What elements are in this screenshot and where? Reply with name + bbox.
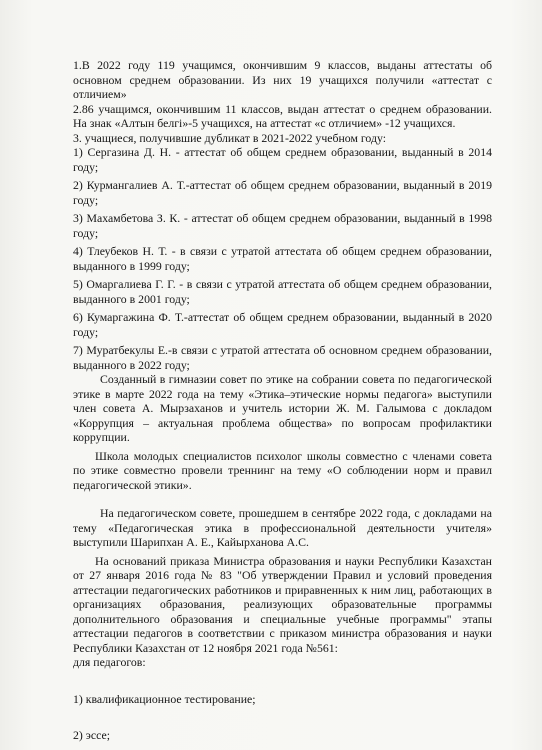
list-item-5: 5) Омаргалиева Г. Г. - в связи с утратой аттестата об общем среднем образовании, выданного в 2001 году; (73, 277, 492, 306)
list-item-4: 4) Тлеубеков Н. Т. - в связи с утратой аттестата об общем среднем образовании, выданного в 1999 году; (73, 244, 492, 273)
document-body (73, 58, 492, 743)
paragraph-attestation: На оснований приказа Министра образования и науки Республики Казахстан от 27 января 2016 года № 83 "Об утверждении Правил и условий проведения аттестации педагогических работников и приравненных к ним лиц, работающих в организациях образования, реализующих образовательные программы дополнительного образования и специальные учебные программы" этапы аттестации педагогов в соответствии с приказом министра образования и науки Республики Казахстан от 12 ноября 2021 года №561: (73, 553, 492, 655)
paragraph-3: 3. учащиеся, получившие дубликат в 2021-2022 учебном году: (73, 130, 387, 145)
paragraph-young-specialists: Школа молодых специалистов психолог школы совместно с членами совета по этике совместно провели треннинг на тему «О соблюдении норм и правил педагогической этики». (73, 448, 492, 492)
stage-item-2: 2) эссе; (73, 728, 110, 742)
paragraph-pedagogical-council: На педагогическом совете, прошедшем в сентябре 2022 года, с докладами на тему «Педагогическая этика в профессиональной деятельности учителя» выступили Шарипхан А. Е., Кайырханова А.С. (73, 506, 492, 549)
list-item-7: 7) Муратбекулы Е.-в связи с утратой аттестата об основном среднем образовании, выданного в 2022 году; (73, 343, 492, 372)
list-item-1: 1) Сергазина Д. Н. - аттестат об общем среднем образовании, выданный в 2014 году; (73, 145, 492, 174)
list-item-3: 3) Махамбетова З. К. - аттестат об общем среднем образовании, выданный в 1998 году; (73, 211, 492, 240)
list-item-2: 2) Курмангалиев А. Т.-аттестат об общем среднем образовании, выданный в 2019 году; (73, 178, 492, 207)
list-item-6: 6) Кумаргажина Ф. Т.-аттестат об общем среднем образовании, выданный в 2020 году; (73, 310, 492, 339)
paragraph-for-teachers: для педагогов: (73, 655, 146, 669)
paragraph-ethics-council: Созданный в гимназии совет по этике на собрании совета по педагогической этике в марте 2022 года на тему «Этика–этические нормы педагога» выступили член совета А. Мырзаханов и учитель истории Ж. М. Галымова с докладом «Коррупция – актуальная проблема общества» по вопросам профилактики коррупции. (73, 372, 492, 444)
stage-item-1: 1) квалификационное тестирование; (73, 691, 256, 706)
paragraph-1: 1.В 2022 году 119 учащимся, окончившим 9 классов, выданы аттестаты об основном среднем образовании. Из них 19 учащихся получили «аттестат с отличием» (73, 58, 492, 101)
paragraph-2: 2.86 учащимся, окончившим 11 классов, выдан аттестат о среднем образовании. На знак «Алтын белгі»-5 учащихся, на аттестат «с отличием» -12 учащихся. (73, 101, 492, 130)
